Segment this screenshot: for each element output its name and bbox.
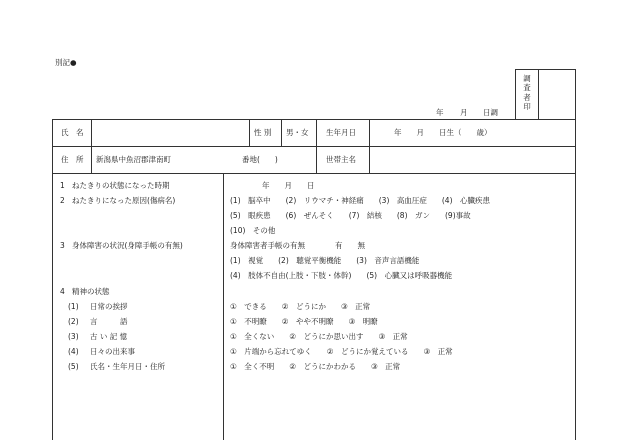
householder-field[interactable] bbox=[370, 147, 574, 172]
address-label: 住 所 bbox=[61, 155, 84, 164]
sex-option[interactable]: 男・女 bbox=[286, 128, 309, 137]
address-field[interactable]: 新潟県中魚沼郡津南町 bbox=[96, 155, 171, 164]
householder-label: 世帯主名 bbox=[326, 155, 356, 164]
investigator-stamp-label: 調 査 者 印 bbox=[523, 74, 531, 112]
birthdate-label: 生年月日 bbox=[326, 128, 356, 137]
sex-label: 性 別 bbox=[254, 128, 272, 137]
birthdate-field[interactable]: 年 月 日生（ 歳） bbox=[394, 128, 492, 137]
address-number[interactable]: 番地( ) bbox=[242, 155, 278, 164]
name-label: 氏 名 bbox=[61, 128, 84, 137]
name-field[interactable] bbox=[92, 120, 248, 145]
form-annex-label: 別記● bbox=[55, 58, 77, 67]
